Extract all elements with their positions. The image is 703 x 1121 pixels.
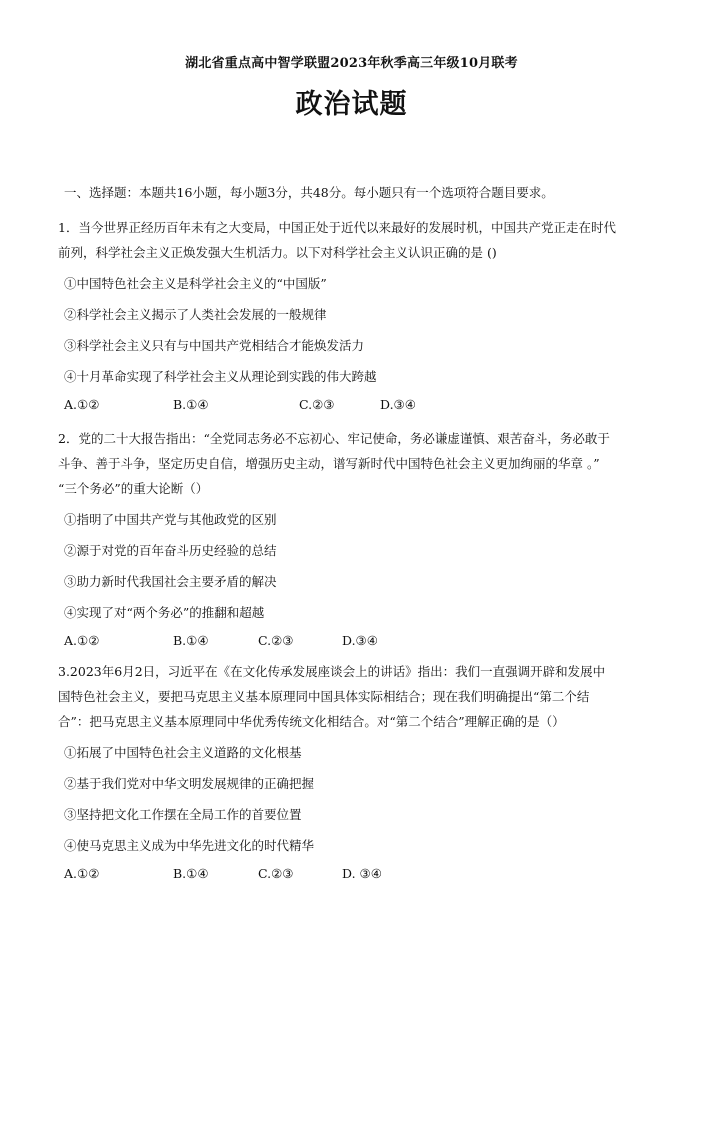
- stem-line: 斗争、善于斗争，坚定历史自信，增强历史主动，谱写新时代中国特色社会主义更加绚丽的华章 。”: [58, 456, 600, 471]
- question-stem: [58, 659, 658, 734]
- stem-line: “三个务必”的重大论断（）: [58, 481, 209, 496]
- stem-line: 前列，科学社会主义正焕发强大生机活力。以下对科学社会主义认识正确的是 (): [58, 245, 497, 260]
- option-statement: ④使马克思主义成为中华先进文化的时代精华: [64, 838, 315, 853]
- answer-choices: [58, 393, 658, 421]
- stem-line: 合”：把马克思主义基本原理同中华优秀传统文化相结合。对“第二个结合”理解正确的是（）: [58, 714, 565, 729]
- choice-c: C.②③: [299, 397, 335, 412]
- question-3: [58, 659, 658, 890]
- option-statement: ③科学社会主义只有与中国共产党相结合才能焕发活力: [64, 338, 365, 353]
- option-statement: ①中国特色社会主义是科学社会主义的“中国版”: [64, 276, 327, 291]
- answer-choices: [58, 629, 658, 657]
- exam-header: 湖北省重点高中智学联盟2023年秋季高三年级10月联考: [185, 56, 518, 71]
- choice-c: C.②③: [258, 633, 294, 648]
- option-statement: ②基于我们党对中华文明发展规律的正确把握: [64, 776, 315, 791]
- choice-a: A.①②: [64, 397, 100, 412]
- answer-choices: [58, 862, 658, 890]
- question-stem: [58, 215, 658, 265]
- choice-d: D.③④: [342, 633, 378, 648]
- stem-line: 1．当今世界正经历百年未有之大变局，中国正处于近代以来最好的发展时机，中国共产党正走在时代: [58, 220, 616, 235]
- choice-b: B.①④: [173, 633, 209, 648]
- stem-line: 国特色社会主义，要把马克思主义基本原理同中国具体实际相结合；现在我们明确提出“第二个结: [58, 689, 590, 704]
- stem-line: 3.2023年6月2日，习近平在《在文化传承发展座谈会上的讲话》指出：我们一直强调开辟和发展中: [58, 664, 606, 679]
- choice-b: B.①④: [173, 866, 209, 881]
- option-statement: ②科学社会主义揭示了人类社会发展的一般规律: [64, 307, 327, 322]
- option-statement: ③助力新时代我国社会主要矛盾的解决: [64, 574, 277, 589]
- choice-d: D.③④: [380, 397, 416, 412]
- option-statement: ①拓展了中国特色社会主义道路的文化根基: [64, 745, 302, 760]
- question-stem: [58, 426, 658, 501]
- choice-c: C.②③: [258, 866, 294, 881]
- choice-a: A.①②: [64, 866, 100, 881]
- choice-b: B.①④: [173, 397, 209, 412]
- question-1: [58, 215, 658, 421]
- section-heading: 一、选择题：本题共16小题，每小题3分，共48分。每小题只有一个选项符合题目要求。: [64, 185, 554, 200]
- stem-line: 2．党的二十大报告指出：“全党同志务必不忘初心、牢记使命，务必谦虚谨慎、艰苦奋斗，务必敢于: [58, 431, 610, 446]
- choice-d: D. ③④: [342, 866, 382, 881]
- option-statement: ④十月革命实现了科学社会主义从理论到实践的伟大跨越: [64, 369, 377, 384]
- choice-a: A.①②: [64, 633, 100, 648]
- option-statement: ③坚持把文化工作摆在全局工作的首要位置: [64, 807, 302, 822]
- option-statement: ④实现了对“两个务必”的推翻和超越: [64, 605, 265, 620]
- option-statement: ②源于对党的百年奋斗历史经验的总结: [64, 543, 277, 558]
- option-statement: ①指明了中国共产党与其他政党的区别: [64, 512, 277, 527]
- page-title: 政治试题: [295, 89, 408, 120]
- question-2: [58, 426, 658, 657]
